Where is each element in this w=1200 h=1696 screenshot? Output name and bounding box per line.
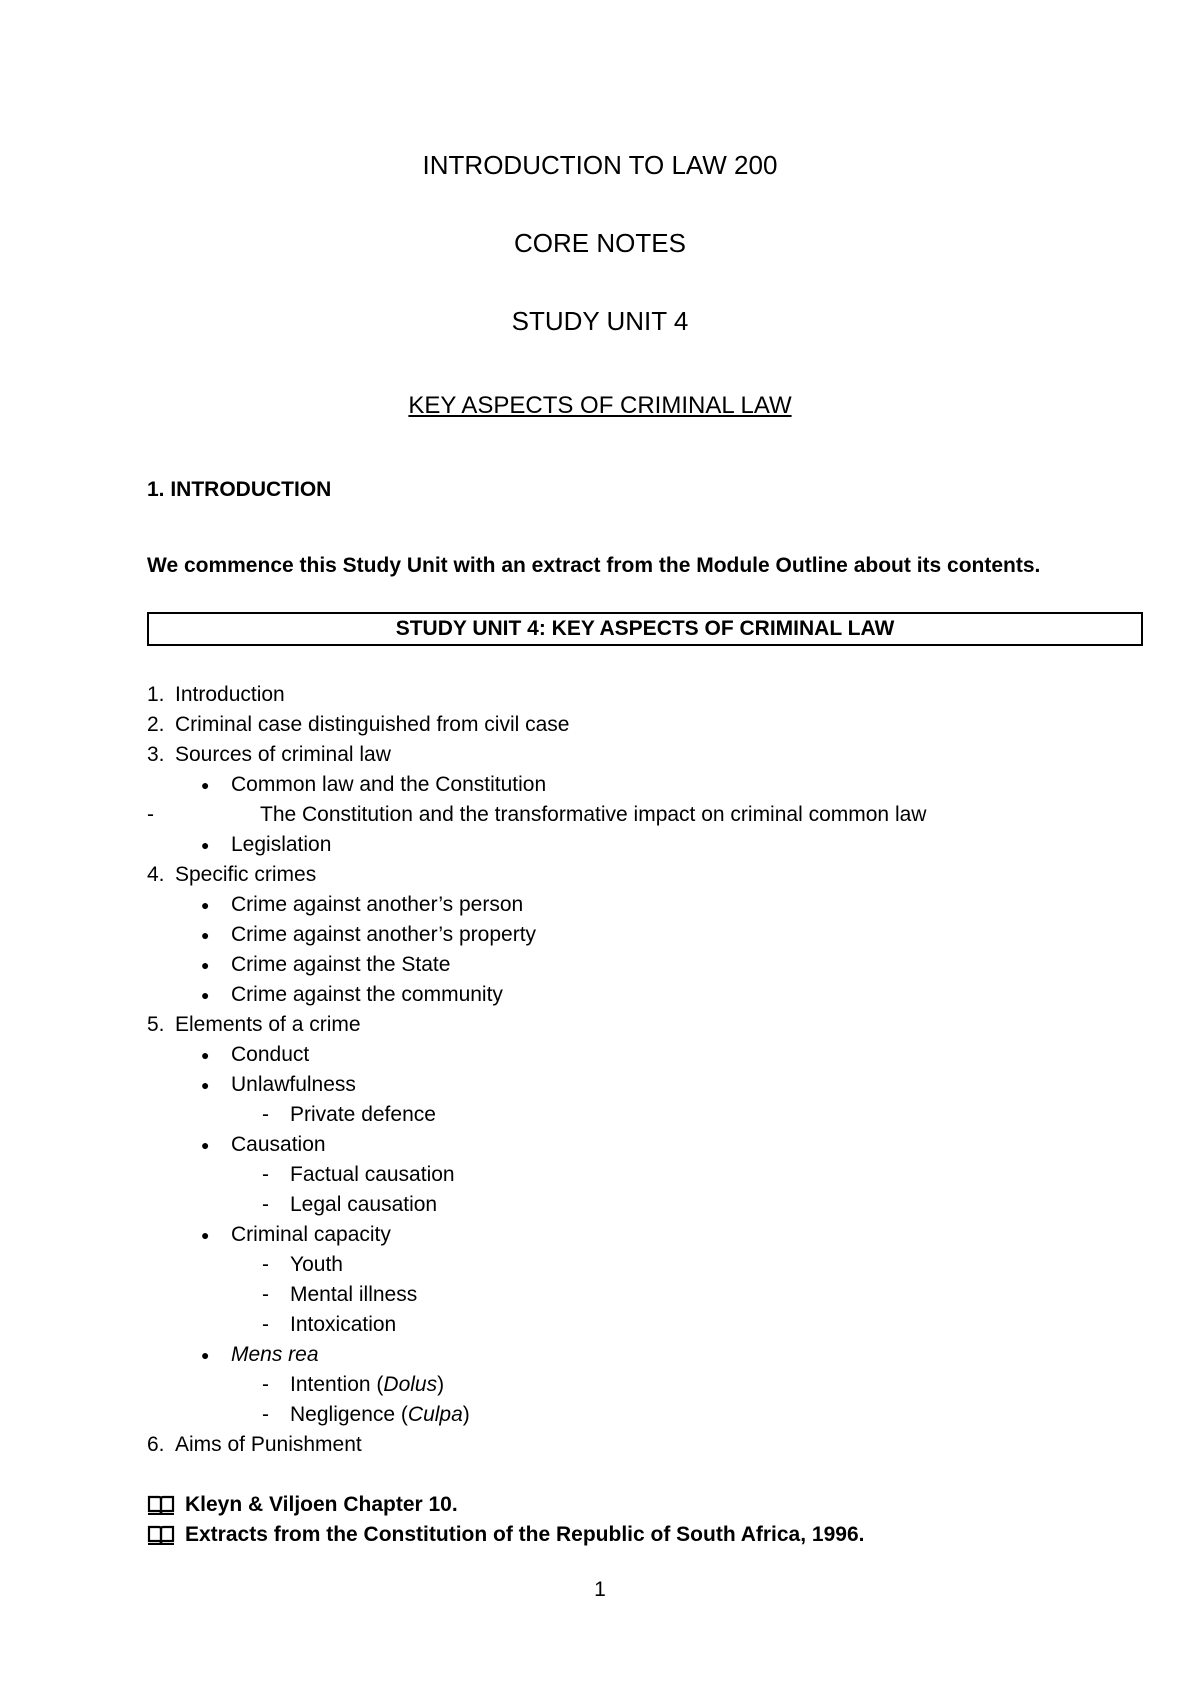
bullet-marker: ●	[201, 1047, 210, 1063]
item-text: Mens rea	[231, 1343, 319, 1366]
list-item	[147, 860, 317, 890]
item-text: Elements of a crime	[175, 1013, 361, 1036]
item-number: 6.	[147, 1433, 165, 1456]
item-text: Legal causation	[290, 1193, 438, 1216]
outline-box-title: STUDY UNIT 4: KEY ASPECTS OF CRIMINAL LAW	[147, 612, 1143, 646]
item-text: Introduction	[175, 683, 285, 706]
item-text: Crime against the State	[231, 953, 451, 976]
bullet-marker: ●	[201, 1227, 210, 1243]
core-notes-title: CORE NOTES	[514, 228, 686, 258]
open-book-icon	[147, 1525, 175, 1545]
dash-marker: -	[262, 1403, 269, 1426]
page-number: 1	[594, 1578, 606, 1601]
reference-item	[147, 1490, 458, 1520]
item-text: Criminal capacity	[231, 1223, 391, 1246]
item-text: Crime against another’s property	[231, 923, 537, 946]
reference-item	[147, 1520, 864, 1550]
list-item	[147, 1430, 362, 1460]
dash-marker: -	[147, 803, 154, 826]
item-text: Legislation	[231, 833, 332, 856]
bullet-marker: ●	[201, 1137, 210, 1153]
bullet-marker: ●	[201, 957, 210, 973]
item-text: Unlawfulness	[231, 1073, 356, 1096]
unit-subtitle: KEY ASPECTS OF CRIMINAL LAW	[408, 392, 792, 419]
bullet-marker: ●	[201, 837, 210, 853]
item-text: Negligence (Culpa)	[290, 1403, 470, 1426]
item-text: Private defence	[290, 1103, 436, 1126]
item-text: The Constitution and the transformative impact on criminal common law	[260, 803, 927, 826]
list-item	[147, 710, 570, 740]
item-number: 5.	[147, 1013, 165, 1036]
item-text: Factual causation	[290, 1163, 455, 1186]
item-number: 3.	[147, 743, 165, 766]
dash-marker: -	[262, 1283, 269, 1306]
bullet-marker: ●	[201, 897, 210, 913]
item-text: Causation	[231, 1133, 326, 1156]
dash-marker: -	[262, 1313, 269, 1336]
bullet-marker: ●	[201, 1347, 210, 1363]
item-number: 4.	[147, 863, 165, 886]
open-book-icon	[147, 1495, 175, 1515]
dash-marker: -	[262, 1373, 269, 1396]
section-heading: 1. INTRODUCTION	[147, 478, 332, 501]
bullet-marker: ●	[201, 1077, 210, 1093]
study-unit-title: STUDY UNIT 4	[511, 306, 689, 336]
item-text: Criminal case distinguished from civil case	[175, 713, 570, 736]
bullet-marker: ●	[201, 987, 210, 1003]
item-text: Specific crimes	[175, 863, 317, 886]
dash-marker: -	[262, 1103, 269, 1126]
course-title: INTRODUCTION TO LAW 200	[422, 150, 778, 180]
item-text: Sources of criminal law	[175, 743, 391, 766]
item-text: Common law and the Constitution	[231, 773, 547, 796]
item-number: 2.	[147, 713, 165, 736]
item-text: Intoxication	[290, 1313, 397, 1336]
intro-paragraph: We commence this Study Unit with an extract from the Module Outline about its contents.	[147, 554, 1041, 577]
list-item	[147, 740, 391, 770]
bullet-marker: ●	[201, 777, 210, 793]
item-text: Mental illness	[290, 1283, 418, 1306]
dash-marker: -	[262, 1163, 269, 1186]
list-item	[147, 680, 285, 710]
item-text: Youth	[290, 1253, 343, 1276]
item-text: Intention (Dolus)	[290, 1373, 445, 1396]
item-text: Crime against another’s person	[231, 893, 524, 916]
bullet-marker: ●	[201, 927, 210, 943]
item-number: 1.	[147, 683, 165, 706]
dash-marker: -	[262, 1253, 269, 1276]
list-item	[147, 1010, 361, 1040]
item-text: Aims of Punishment	[175, 1433, 362, 1456]
reference-text: Extracts from the Constitution of the Republic of South Africa, 1996.	[185, 1523, 865, 1546]
item-text: Conduct	[231, 1043, 310, 1066]
item-text: Crime against the community	[231, 983, 503, 1006]
reference-text: Kleyn & Viljoen Chapter 10.	[185, 1493, 458, 1516]
dash-marker: -	[262, 1193, 269, 1216]
